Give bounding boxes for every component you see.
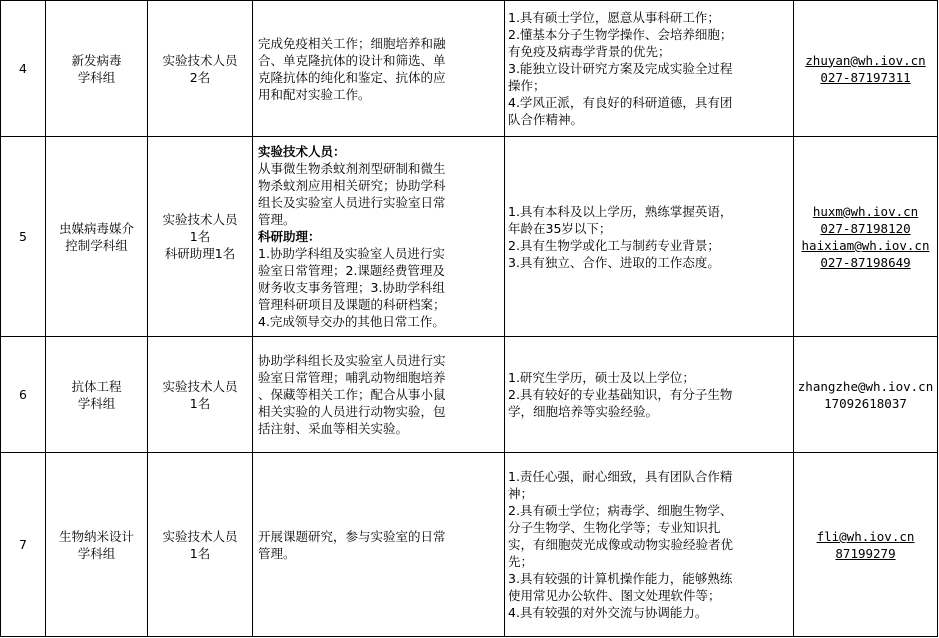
requirement-line: 1.具有本科及以上学历，熟练掌握英语，	[508, 203, 733, 219]
position-line: 实验技术人员	[162, 378, 238, 394]
contact-email-link[interactable]: zhuyan@wh.iov.cn	[805, 52, 926, 68]
row-number-cell	[1, 453, 46, 637]
contact-phone-link[interactable]: 87199279	[835, 545, 896, 561]
contact-phone-link[interactable]: 027-87198120	[820, 220, 911, 236]
contact-email-link[interactable]: huxm@wh.iov.cn	[812, 203, 919, 219]
position-cell	[148, 337, 253, 453]
duty-line: 4.完成领导交办的其他日常工作。	[258, 314, 445, 329]
requirement-line: 分子生物学、生物化学等；专业知识扎	[508, 520, 721, 535]
group-cell	[46, 337, 148, 453]
row-number: 6	[19, 387, 27, 402]
position-line: 实验技术人员	[162, 528, 238, 544]
requirement-line: 操作；	[508, 78, 546, 93]
row-number: 7	[19, 537, 27, 552]
duty-line: 财务收支事务管理；3.协助学科组	[258, 280, 445, 295]
requirements-cell	[505, 137, 794, 337]
group-name-line: 学科组	[77, 545, 116, 561]
contact-cell	[794, 137, 938, 337]
contact-email-link[interactable]: fli@wh.iov.cn	[816, 528, 915, 544]
position-line: 2名	[189, 69, 211, 85]
table-row	[1, 337, 938, 453]
group-name-line: 控制学科组	[65, 237, 128, 253]
group-name-line: 学科组	[77, 395, 116, 411]
position-line: 实验技术人员	[162, 52, 238, 68]
duty-line: 克隆抗体的纯化和鉴定、抗体的应	[258, 69, 446, 85]
duty-line: 协助学科组长及实验室人员进行实	[258, 353, 446, 368]
group-cell	[46, 1, 148, 137]
contact-cell	[794, 337, 938, 453]
contact-phone: 17092618037	[824, 395, 907, 411]
requirement-line: 4.具有较强的对外交流与协调能力。	[508, 605, 708, 620]
duty-line: 管理。	[258, 212, 296, 227]
requirements-cell	[505, 453, 794, 637]
contact-email: zhangzhe@wh.iov.cn	[797, 378, 934, 394]
requirements-cell	[505, 1, 794, 137]
duty-heading: 科研助理：	[258, 229, 321, 244]
position-line: 科研助理1名	[164, 246, 236, 261]
requirements-cell	[505, 337, 794, 453]
contact-cell	[794, 1, 938, 137]
requirement-line: 队合作精神。	[508, 112, 584, 127]
duty-line: 管理科研项目及课题的科研档案；	[258, 297, 446, 312]
duties-cell	[253, 453, 505, 637]
group-name-line: 学科组	[77, 69, 116, 85]
duty-line: 括注射、采血等相关实验。	[258, 421, 409, 436]
requirement-line: 2.具有硕士学位；病毒学、细胞生物学、	[508, 503, 733, 518]
duty-line: 开展课题研究，参与实验室的日常	[258, 528, 446, 544]
requirement-line: 3.具有较强的计算机操作能力，能够熟练	[508, 571, 733, 586]
duty-line: 1.协助学科组及实验室人员进行实	[258, 246, 445, 261]
group-cell	[46, 453, 148, 637]
group-cell	[46, 137, 148, 337]
group-name-line: 抗体工程	[71, 378, 122, 394]
duties-cell	[253, 1, 505, 137]
requirement-line: 3.能独立设计研究方案及完成实验全过程	[508, 61, 733, 76]
requirement-line: 使用常见办公软件、图文处理软件等；	[508, 588, 721, 603]
position-cell	[148, 137, 253, 337]
duty-line: 相关实验的人员进行动物实验，包	[258, 404, 446, 419]
duties-cell	[253, 137, 505, 337]
table-row	[1, 1, 938, 137]
position-line: 实验技术人员	[162, 212, 238, 227]
requirement-line: 2.懂基本分子生物学操作、会培养细胞；	[508, 27, 733, 42]
position-cell	[148, 453, 253, 637]
position-line: 1名	[189, 395, 211, 411]
requirement-line: 1.研究生学历，硕士及以上学位；	[508, 370, 695, 385]
contact-cell	[794, 453, 938, 637]
requirement-line: 学，细胞培养等实验经验。	[508, 404, 659, 419]
requirement-line: 年龄在35岁以下；	[508, 220, 612, 236]
requirement-line: 2.具有生物学或化工与制药专业背景；	[508, 237, 720, 253]
requirement-line: 先；	[508, 554, 534, 569]
row-number: 4	[19, 61, 27, 76]
table-row	[1, 137, 938, 337]
requirement-line: 4.学风正派，有良好的科研道德，具有团	[508, 95, 733, 110]
duty-line: 合、单克隆抗体的设计和筛选、单	[258, 52, 446, 68]
table-row	[1, 453, 938, 637]
contact-phone-link[interactable]: 027-87197311	[820, 69, 911, 85]
row-number-cell	[1, 137, 46, 337]
position-line: 1名	[189, 545, 211, 561]
duty-line: 完成免疫相关工作；细胞培养和融	[258, 35, 446, 51]
group-name-line: 新发病毒	[71, 52, 122, 68]
row-number-cell	[1, 1, 46, 137]
duty-line: 验室日常管理；哺乳动物细胞培养	[258, 370, 446, 385]
duty-line: 管理。	[258, 545, 296, 561]
requirement-line: 1.责任心强，耐心细致，具有团队合作精	[508, 469, 733, 484]
duty-line: 组长及实验室人员进行实验室日常	[258, 195, 446, 210]
requirement-line: 实，有细胞荧光成像或动物实验经验者优	[508, 537, 734, 552]
duty-heading: 实验技术人员：	[258, 144, 346, 159]
group-name-line: 虫媒病毒媒介	[58, 220, 134, 236]
requirement-line: 3.具有独立、合作、进取的工作态度。	[508, 254, 720, 270]
duty-line: 验室日常管理；2.课题经费管理及	[258, 263, 445, 278]
duty-line: 、保藏等相关工作；配合从事小鼠	[258, 387, 446, 402]
group-name-line: 生物纳米设计	[58, 528, 134, 544]
contact-email-link[interactable]: haixiam@wh.iov.cn	[801, 237, 930, 253]
row-number: 5	[19, 229, 27, 244]
requirement-line: 有免疫及病毒学背景的优先；	[508, 44, 671, 59]
duty-line: 物杀蚊剂应用相关研究；协助学科	[258, 178, 446, 193]
duties-cell	[253, 337, 505, 453]
requirement-line: 2.具有较好的专业基础知识，有分子生物	[508, 387, 733, 402]
duty-line: 用和配对实验工作。	[258, 86, 371, 102]
requirement-line: 神；	[508, 486, 534, 501]
row-number-cell	[1, 337, 46, 453]
position-line: 1名	[189, 229, 211, 244]
requirement-line: 1.具有硕士学位，愿意从事科研工作；	[508, 10, 720, 25]
position-cell	[148, 1, 253, 137]
duty-line: 从事微生物杀蚊剂剂型研制和微生	[258, 161, 446, 176]
contact-phone-link[interactable]: 027-87198649	[820, 254, 911, 270]
